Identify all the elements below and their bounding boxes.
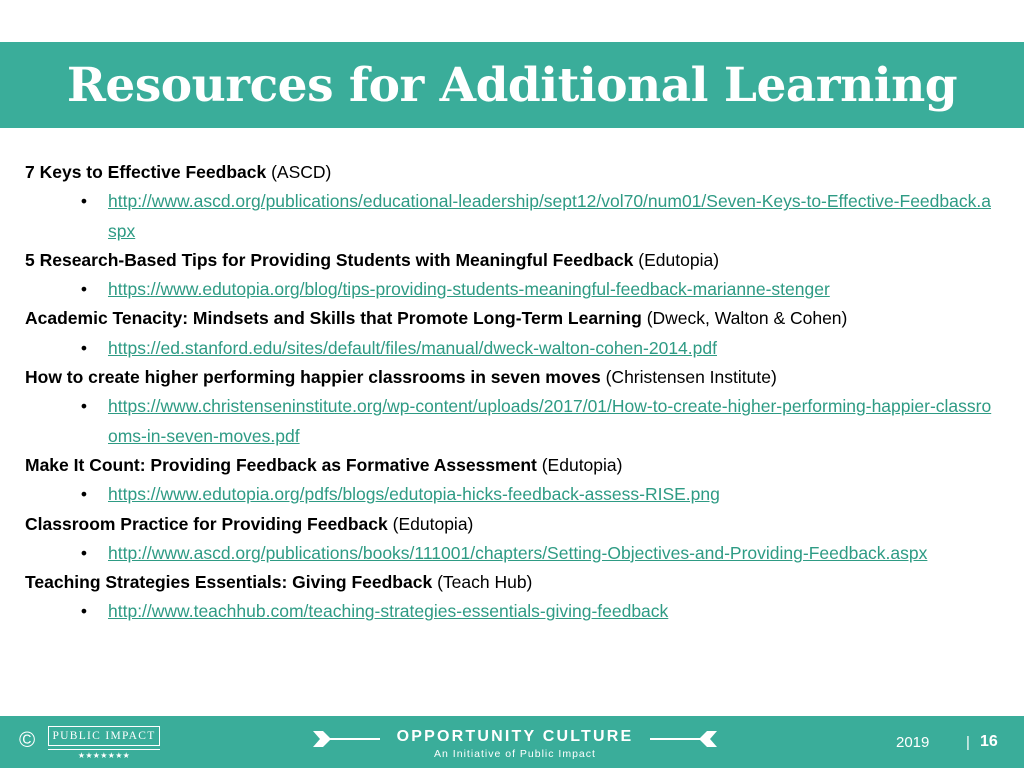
resource-source: (Edutopia) xyxy=(638,249,720,270)
resource-link-row xyxy=(25,334,1015,363)
resource-title: 5 Research-Based Tips for Providing Students with Meaningful Feedback xyxy=(25,249,634,270)
resource-link[interactable]: http://www.teachhub.com/teaching-strategies-essentials-giving-feedback xyxy=(108,601,669,622)
resource-heading xyxy=(25,568,1015,597)
title-bar xyxy=(0,42,1024,128)
resource-title: Academic Tenacity: Mindsets and Skills that Promote Long-Term Learning xyxy=(25,308,642,329)
resource-source: (ASCD) xyxy=(271,162,332,182)
public-impact-stars: ★★★★★★★ xyxy=(48,749,160,762)
bullet-icon: • xyxy=(80,191,87,212)
resource-link[interactable]: http://www.ascd.org/publications/educational-leadership/sept12/vol70/num01/Seven-Keys-to-Effective-Feedback.aspx xyxy=(108,191,991,241)
opportunity-culture-tagline: An Initiative of Public Impact xyxy=(434,748,596,760)
footer-rule-left xyxy=(330,738,380,740)
resource-heading xyxy=(25,363,1015,392)
resource-link-row xyxy=(25,392,1015,451)
resource-title: Classroom Practice for Providing Feedback xyxy=(25,513,388,534)
resource-list xyxy=(25,158,1015,627)
footer xyxy=(0,716,1024,768)
resource-link[interactable]: https://ed.stanford.edu/sites/default/files/manual/dweck-walton-cohen-2014.pdf xyxy=(108,337,717,358)
chevron-arrow-left-icon xyxy=(699,729,717,749)
page-number: 16 xyxy=(980,733,998,750)
resource-heading xyxy=(25,304,1015,333)
copyright-symbol: © xyxy=(19,727,36,752)
resource-source: (Edutopia) xyxy=(541,454,623,475)
opportunity-culture-logo: OPPORTUNITY CULTURE xyxy=(396,728,634,745)
footer-rule-right xyxy=(650,738,702,740)
resource-link-row xyxy=(25,480,1015,509)
resource-title: Teaching Strategies Essentials: Giving Feedback xyxy=(25,572,433,593)
footer-separator: | xyxy=(966,734,970,751)
resource-source: (Edutopia) xyxy=(392,513,474,534)
resource-heading xyxy=(25,246,1015,275)
bullet-icon: • xyxy=(80,396,87,417)
resource-link[interactable]: https://www.edutopia.org/pdfs/blogs/edutopia-hicks-feedback-assess-RISE.png xyxy=(108,484,720,505)
bullet-icon: • xyxy=(80,601,87,622)
bullet-icon: • xyxy=(80,542,87,563)
public-impact-logo: PUBLIC IMPACT xyxy=(48,726,160,746)
resource-link-row xyxy=(25,187,1015,246)
resource-heading xyxy=(25,451,1015,480)
chevron-arrow-right-icon xyxy=(313,729,331,749)
resource-heading xyxy=(25,510,1015,539)
resource-source: (Dweck, Walton & Cohen) xyxy=(646,308,848,329)
resource-link[interactable]: http://www.ascd.org/publications/books/111001/chapters/Setting-Objectives-and-Providing-Feedback.aspx xyxy=(108,542,928,563)
resource-source: (Christensen Institute) xyxy=(605,367,777,388)
resource-link-row xyxy=(25,539,1015,568)
bullet-icon: • xyxy=(80,484,87,505)
resource-link-row xyxy=(25,275,1015,304)
page-title: Resources for Additional Learning xyxy=(66,57,958,113)
resource-title: How to create higher performing happier classrooms in seven moves xyxy=(25,367,601,388)
resource-title: 7 Keys to Effective Feedback xyxy=(25,162,267,182)
footer-year: 2019 xyxy=(896,734,930,751)
bullet-icon: • xyxy=(80,337,87,358)
resource-heading xyxy=(25,158,1015,187)
resource-link[interactable]: https://www.christenseninstitute.org/wp-content/uploads/2017/01/How-to-create-higher-performing-happier-classrooms-in-seven-moves.pdf xyxy=(108,396,992,446)
bullet-icon: • xyxy=(80,279,87,300)
resource-link-row xyxy=(25,597,1015,626)
resource-source: (Teach Hub) xyxy=(437,572,533,593)
resource-link[interactable]: https://www.edutopia.org/blog/tips-providing-students-meaningful-feedback-marianne-stenger xyxy=(108,279,830,300)
resource-title: Make It Count: Providing Feedback as Formative Assessment xyxy=(25,454,537,475)
